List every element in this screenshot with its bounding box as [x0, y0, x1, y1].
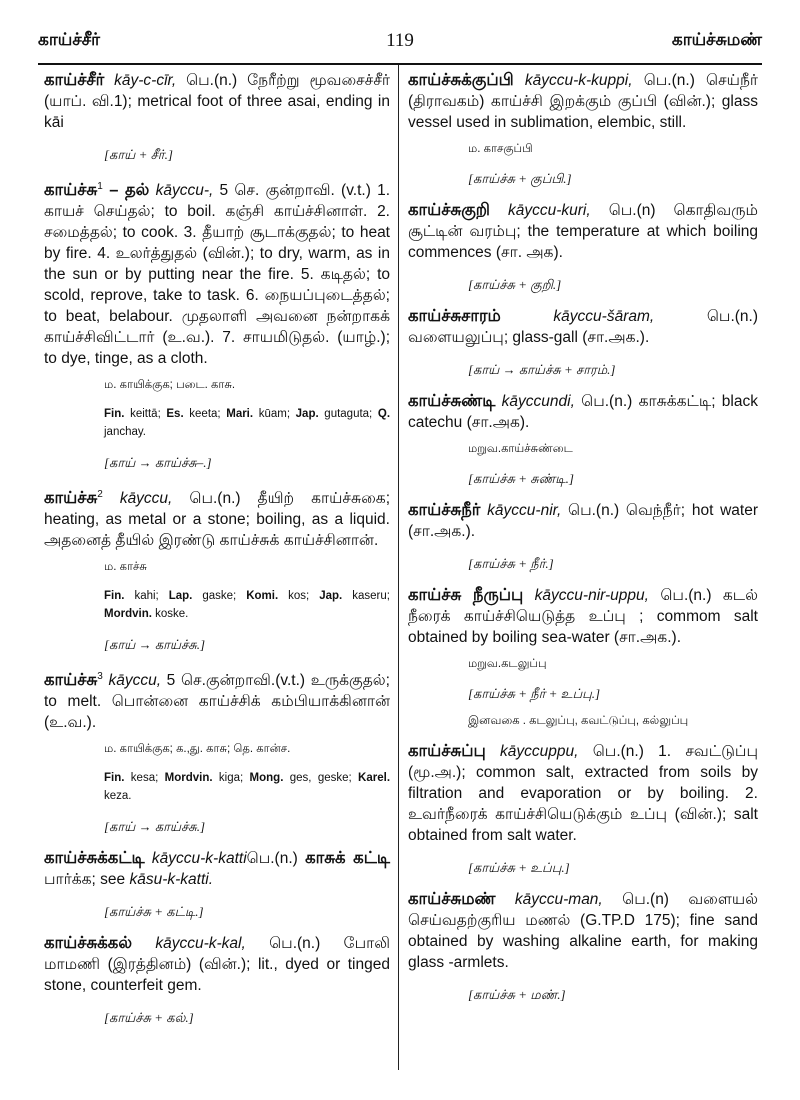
cross-reference: ம. காயிக்குக; க.,து. காசு; தெ. கான்ச. [104, 743, 291, 756]
cross-reference: மறுவ.கடலுப்பு [468, 658, 547, 670]
dictionary-entry [44, 933, 390, 1027]
page-header [38, 30, 762, 60]
definition-continued: பார்க்க; see [44, 871, 126, 889]
left-guide-word: காய்ச்சீர் [38, 30, 101, 49]
related-words: இனவகை . கடலுப்பு, கவட்டுப்பு, கல்லுப்பு [468, 715, 689, 727]
definition: பெ.(n.) போலி மாமணி (இரத்தினம்) (வின்.); lit., dyed or tinged stone, counterfeit gem. [44, 935, 390, 995]
dictionary-entry [408, 741, 758, 877]
headword: காய்ச்சு [44, 671, 98, 690]
transliteration: kāyccu-nir, [487, 502, 562, 519]
dictionary-entry [408, 585, 758, 729]
dictionary-entry [408, 200, 758, 294]
transliteration: kāyccu-kuri, [508, 202, 591, 219]
definition: பெ.(n.) தீயிற் காய்ச்சுகை; heating, as metal or a stone; boiling, as a liquid. அதனைத் தீயில் இரண்டு காய்ச்சுக் காய்ச்சினான். [44, 490, 390, 550]
transliteration: kāy-c-cīr, [114, 72, 177, 89]
left-column [44, 70, 390, 1039]
transliteration: kāyccu, [108, 672, 162, 690]
definition: பெ.(n.) 1. சவட்டுப்பு (மூ.அ.); common salt, extracted from soils by filtration and evaporation or by boiling. 2. உவர்நீரைக் காய்ச்சியெடுக்கும் உப்பு (வின்.); salt obtained from salt water. [408, 743, 758, 844]
definition: பெ.(n.) செய்நீர் (திராவகம்) காய்ச்சி இறக்கும் குப்பி (வின்.); glass vessel used in sublimation, elembic, still. [408, 72, 758, 131]
transliteration: kāyccu-, [155, 182, 214, 200]
definition: பெ.(n.) கடல் நீரைக் காய்ச்சியெடுத்த உப்பு ; commom salt obtained by boiling sea-water (சா.அக.). [408, 587, 758, 646]
definition: பெ.(n.) நேரீற்று மூவசைச்சீர் (யாப். வி.1); metrical foot of three asai, ending in kāi [44, 72, 391, 131]
transliteration: kāyccu-k-kuppi, [524, 72, 633, 89]
headword: காய்ச்சுகுறி [408, 201, 490, 219]
definition: பெ.(n.) வளையலுப்பு; glass-gall (சா.அக.). [408, 308, 758, 346]
transliteration: kāyccu-k-katti [151, 850, 247, 868]
header-rule [38, 63, 762, 65]
headword: காய்ச்சுநீர் [408, 501, 481, 519]
dictionary-entry [408, 70, 758, 188]
dictionary-entry [44, 70, 390, 164]
definition: 5 செ.குன்றாவி.(v.t.) உருக்குதல்; to melt. பொன்னை காய்ச்சிக் கம்பியாக்கினான் (உ.வ.). [44, 672, 390, 732]
definition: பெ.(n.) காசுக்கட்டி; black catechu (சா.அக). [408, 393, 758, 431]
etymology: [காய்ச்சு + குறி.] [468, 277, 562, 292]
etymology: [காய்ச்சு + நீர்.] [468, 556, 554, 571]
transliteration: kāyccu-šāram, [553, 308, 655, 325]
cross-reference: ம. காசகுப்பி [468, 143, 533, 155]
dictionary-entry [44, 666, 390, 836]
dictionary-entry [44, 484, 390, 654]
dictionary-entry [44, 848, 390, 921]
column-divider [398, 65, 399, 1070]
right-column [408, 70, 758, 1016]
page-number: 119 [386, 30, 414, 51]
headword: காய்ச்சீர் [44, 71, 105, 89]
headword: காய்ச்சுசாரம் [408, 307, 501, 325]
etymology: [காய்ச்சு + கல்.] [104, 1010, 194, 1026]
transliteration: kāyccuppu, [500, 743, 579, 760]
cross-reference: மறுவ.காய்ச்சுண்டை [468, 443, 573, 455]
definition: பெ.(n) கொதிவரும் சூட்டின் வரம்பு; the temperature at which boiling commences (சா. அக). [408, 202, 759, 261]
transliteration: kāyccundi, [501, 393, 575, 410]
etymology: [காய் → காய்ச்சு.] [104, 637, 206, 653]
cross-reference: ம. காயிக்குக; படை. காசு. [104, 379, 236, 392]
see-headword: காசுக் கட்டி [305, 849, 390, 868]
etymology: [காய்ச்சு + மண்.] [468, 987, 566, 1002]
headword: காய்ச்சுக்குப்பி [408, 71, 514, 89]
cognates: Fin. keittā; Es. keeta; Mari. kūam; Jap. gutaguta; Q. janchay. [104, 408, 391, 439]
see-transliteration: kāsu-k-katti. [129, 871, 214, 889]
etymology: [காய்ச்சு + கட்டி.] [104, 904, 204, 920]
homonym-number: 3 [97, 671, 103, 683]
definition: 5 செ. குன்றாவி. (v.t.) 1. காயச் செய்தல்; to boil. கஞ்சி காய்ச்சினாள். 2. சமைத்தல்; to cook. 3. தீயாற் சூடாக்குதல்; to heat by fire. 4. உலர்த்துதல் (வின்.); to dry, warm, as in the sun or by putting near the fire. 5. கடிதல்; to scold, reprove, take to task. 6. நையப்புடைத்தல்; to beat, belabour. முதலாளி அவனை நன்றாகக் காய்ச்சிவிட்டார் (உ.வ.). 7. சாயமிடுதல். (யாழ்.); to dye, tinge, as a cloth. [44, 182, 391, 368]
headword: காய்ச்சுண்டி [408, 392, 496, 410]
dictionary-entry [408, 391, 758, 488]
headword: காய்ச்சுப்பு [408, 742, 486, 760]
etymology: [காய்ச்சு + உப்பு.] [468, 860, 570, 875]
homonym-number: 1 [97, 181, 103, 192]
headword: காய்ச்சுமண் [408, 890, 496, 908]
headword: காய்ச்சுக்கல் [44, 934, 133, 953]
etymology: [காய்ச்சு + குப்பி.] [468, 171, 572, 186]
definition: பெ.(n.) [246, 850, 298, 868]
cross-reference: ம. காச்சு [104, 561, 147, 574]
transliteration: kāyccu-k-kal, [155, 935, 246, 953]
headword: காய்ச்சு நீருப்பு [408, 586, 524, 604]
dictionary-entry [408, 889, 758, 1004]
etymology: [காய் → காய்ச்சு–.] [104, 455, 212, 471]
etymology: [காய்ச்சு + சுண்டி.] [468, 471, 574, 486]
definition: பெ.(n.) வெந்நீர்; hot water (சா.அக.). [408, 502, 759, 540]
headword: காய்ச்சு [44, 489, 98, 508]
transliteration: kāyccu, [119, 490, 173, 508]
etymology: [காய் + சீர்.] [104, 147, 173, 162]
dictionary-entry [408, 500, 758, 573]
headword: காய்ச்சு [44, 181, 98, 200]
headword: காய்ச்சுக்கட்டி [44, 849, 145, 868]
cognates: Fin. kesa; Mordvin. kiga; Mong. ges, geske; Karel. keza. [104, 772, 391, 803]
homonym-number: 2 [97, 489, 103, 501]
transliteration: kāyccu-nir-uppu, [534, 587, 649, 604]
definition: பெ.(n) வளையல் செய்வதற்குரிய மணல் (G.TP.D 175); fine sand obtained by washing alkaline earth, for making glass -armlets. [408, 891, 758, 971]
dictionary-entry [44, 176, 390, 472]
etymology: [காய்ச்சு + நீர் + உப்பு.] [468, 686, 601, 701]
right-guide-word: காய்ச்சுமண் [671, 30, 762, 49]
headword-suffix: – தல் [102, 181, 150, 200]
cognates: Fin. kahi; Lap. gaske; Komi. kos; Jap. kaseru; Mordvin. koske. [104, 590, 390, 621]
etymology: [காய் → காய்ச்சு + சாரம்.] [468, 362, 616, 377]
dictionary-entry [408, 306, 758, 379]
etymology: [காய் → காய்ச்சு.] [104, 819, 206, 835]
transliteration: kāyccu-man, [514, 891, 603, 908]
